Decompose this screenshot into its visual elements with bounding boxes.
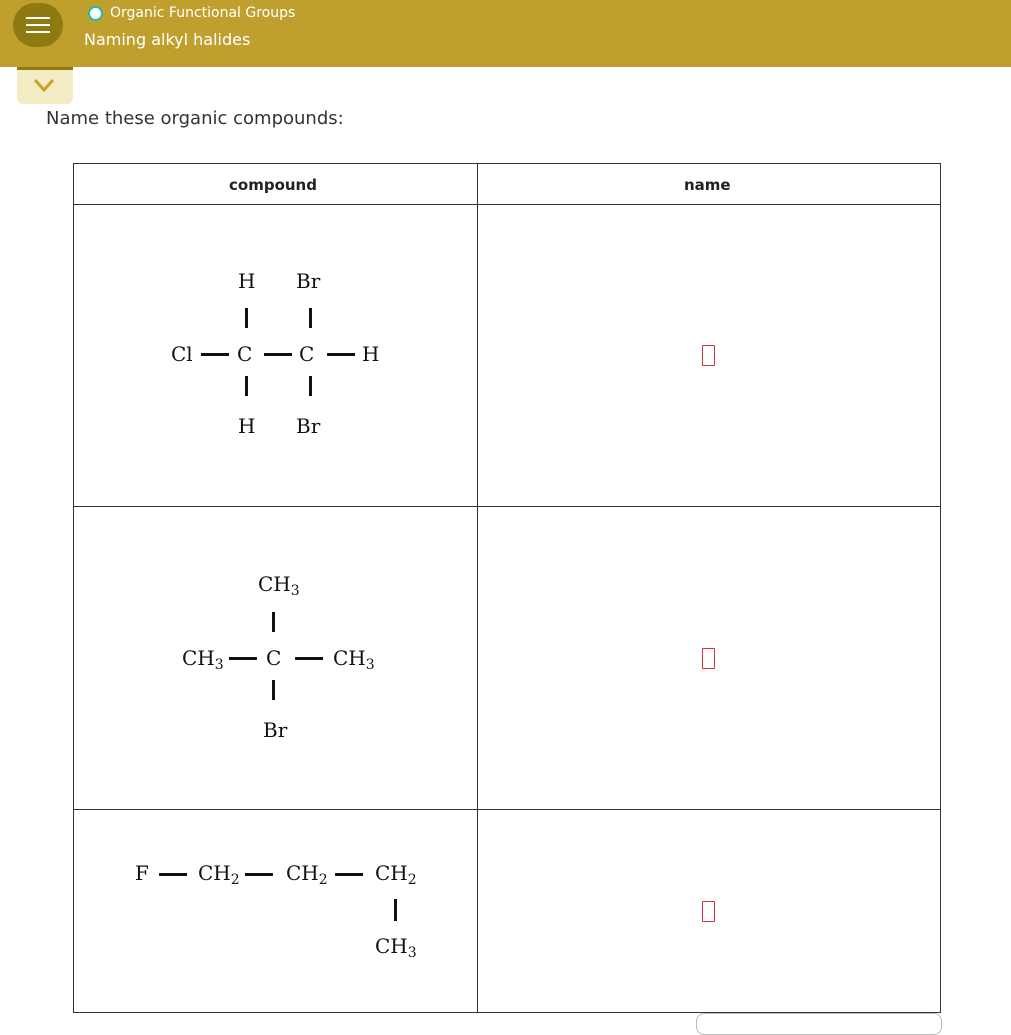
atom-h: H [238,269,256,293]
group-text: CH [182,646,215,670]
chevron-down-icon [34,79,54,93]
row-divider [74,204,940,205]
bond [245,873,273,876]
group-ch3 [375,936,417,960]
topic-label [88,5,295,21]
subscript: 2 [318,872,328,888]
progress-circle-icon [88,6,103,21]
bond [201,353,229,356]
hamburger-icon-line [26,31,50,33]
compound-table [73,163,941,1013]
name-answer-input-3[interactable] [702,901,715,922]
group-ch3 [258,574,300,598]
hamburger-icon [26,17,50,19]
atom-br: Br [263,718,288,742]
bond [264,353,292,356]
column-header-compound: compound [229,176,317,194]
bottom-panel-edge [696,1013,942,1035]
name-answer-input-2[interactable] [702,648,715,669]
column-divider [477,164,478,1012]
name-answer-input-1[interactable] [702,345,715,366]
bond [159,873,187,876]
group-text: CH [375,861,408,885]
atom-h: H [362,342,380,366]
bond [394,899,397,921]
bond [272,612,275,632]
bond [272,680,275,700]
atom-br: Br [296,414,321,438]
group-ch3 [333,648,375,672]
row-divider [74,506,940,507]
group-ch2 [375,863,417,887]
bond [335,873,363,876]
group-ch3 [182,648,224,672]
subscript: 3 [365,657,375,673]
group-text: CH [286,861,319,885]
atom-c: C [237,342,253,366]
group-text: CH [258,572,291,596]
column-header-name: name [684,176,731,194]
subscript: 2 [407,872,417,888]
atom-f: F [135,861,149,885]
bond [309,308,312,328]
group-text: CH [333,646,366,670]
atom-cl: Cl [171,342,193,366]
atom-h: H [238,414,256,438]
group-ch2 [198,863,240,887]
bond [327,353,355,356]
group-text: CH [375,934,408,958]
subscript: 3 [290,583,300,599]
subscript: 3 [407,945,417,961]
atom-br: Br [296,269,321,293]
topic-title: Organic Functional Groups [110,5,296,21]
hamburger-icon-line [26,24,50,26]
bond [245,376,248,396]
subscript: 3 [214,657,224,673]
question-prompt: Name these organic compounds: [46,108,344,129]
bond [245,308,248,328]
subscript: 2 [230,872,240,888]
bond [309,376,312,396]
atom-c: C [299,342,315,366]
atom-c: C [266,646,282,670]
group-text: CH [198,861,231,885]
bond [229,657,257,660]
group-ch2 [286,863,328,887]
row-divider [74,809,940,810]
lesson-header [0,0,1011,67]
expand-toggle[interactable] [17,67,73,104]
menu-button[interactable] [13,3,63,47]
lesson-title: Naming alkyl halides [84,30,251,49]
bond [295,657,323,660]
